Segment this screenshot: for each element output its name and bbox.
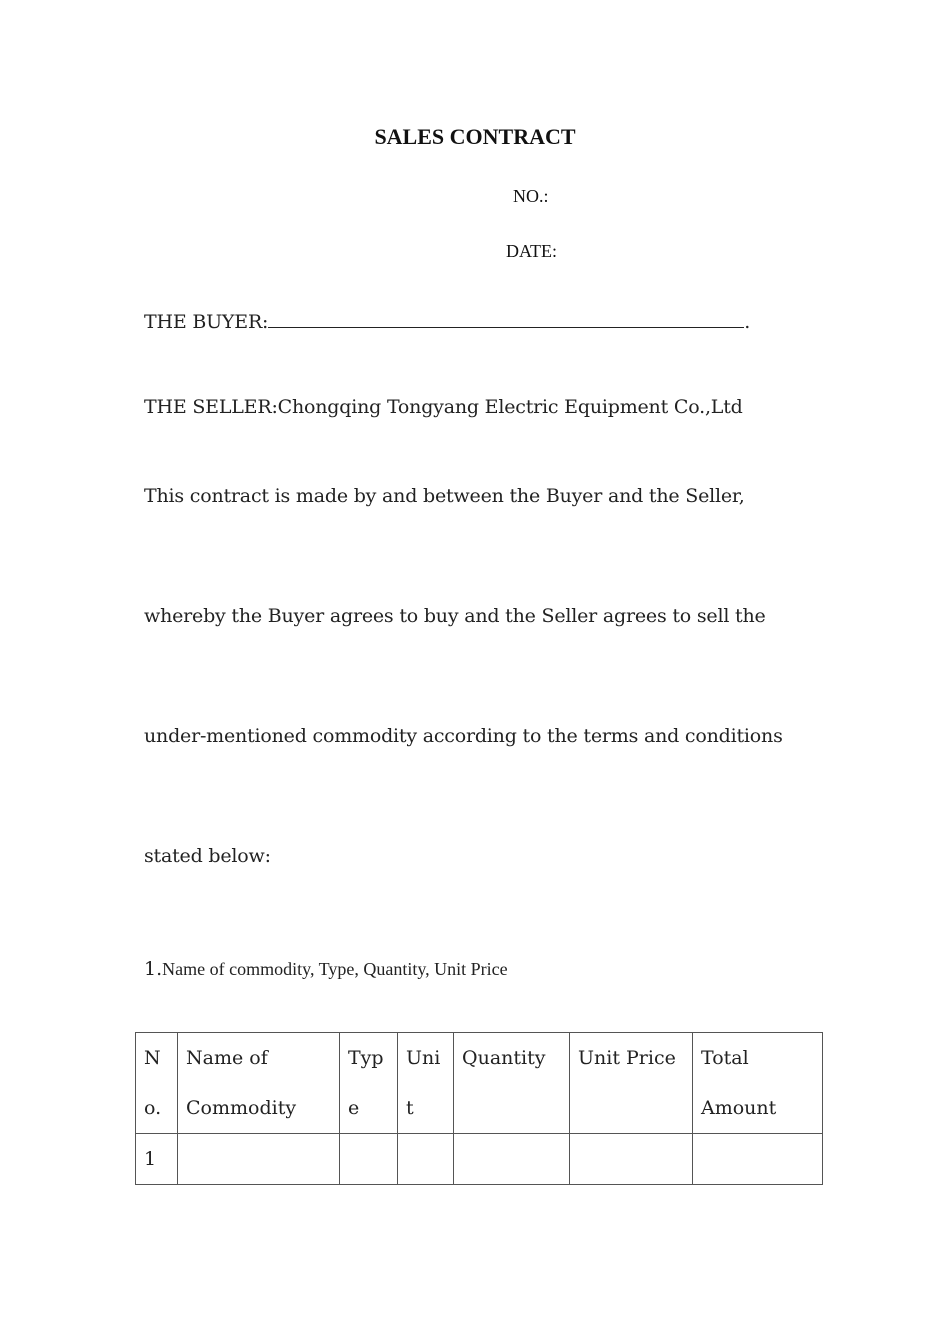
table-row bbox=[136, 1134, 823, 1185]
paragraph-line-3: under-mentioned commodity according to the terms and conditions bbox=[144, 725, 783, 747]
header-quantity: Quantity bbox=[454, 1033, 570, 1134]
document-title: SALES CONTRACT bbox=[374, 124, 576, 149]
cell-total-amount[interactable] bbox=[693, 1134, 823, 1185]
table-header-row bbox=[136, 1033, 823, 1134]
paragraph-line-1: This contract is made by and between the Buyer and the Seller, bbox=[144, 485, 745, 507]
header-commodity-name: Name of Commodity bbox=[178, 1033, 340, 1134]
header-unit: Uni t bbox=[398, 1033, 454, 1134]
commodity-table bbox=[135, 1032, 823, 1185]
paragraph-line-4: stated below: bbox=[144, 845, 271, 867]
seller-line: THE SELLER:Chongqing Tongyang Electric Equipment Co.,Ltd bbox=[144, 396, 743, 418]
cell-unit-price[interactable] bbox=[570, 1134, 693, 1185]
cell-quantity[interactable] bbox=[454, 1134, 570, 1185]
contract-date-label: DATE: bbox=[506, 241, 557, 261]
paragraph-line-2: whereby the Buyer agrees to buy and the Seller agrees to sell the bbox=[144, 605, 766, 627]
cell-unit[interactable] bbox=[398, 1134, 454, 1185]
header-no: N o. bbox=[136, 1033, 178, 1134]
header-type: Typ e bbox=[340, 1033, 398, 1134]
buyer-name-blank[interactable] bbox=[268, 308, 744, 328]
buyer-label: THE BUYER: bbox=[144, 311, 269, 333]
contract-number-label: NO.: bbox=[513, 186, 549, 206]
section-1-number: 1. bbox=[144, 958, 163, 980]
section-1-heading bbox=[144, 958, 508, 980]
header-total-amount: Total Amount bbox=[693, 1033, 823, 1134]
cell-commodity-name[interactable] bbox=[178, 1134, 340, 1185]
header-unit-price: Unit Price bbox=[570, 1033, 693, 1134]
section-1-title: Name of commodity, Type, Quantity, Unit Price bbox=[162, 959, 508, 979]
cell-type[interactable] bbox=[340, 1134, 398, 1185]
buyer-line bbox=[144, 308, 750, 333]
buyer-line-end: . bbox=[744, 311, 751, 333]
cell-no: 1 bbox=[136, 1134, 178, 1185]
